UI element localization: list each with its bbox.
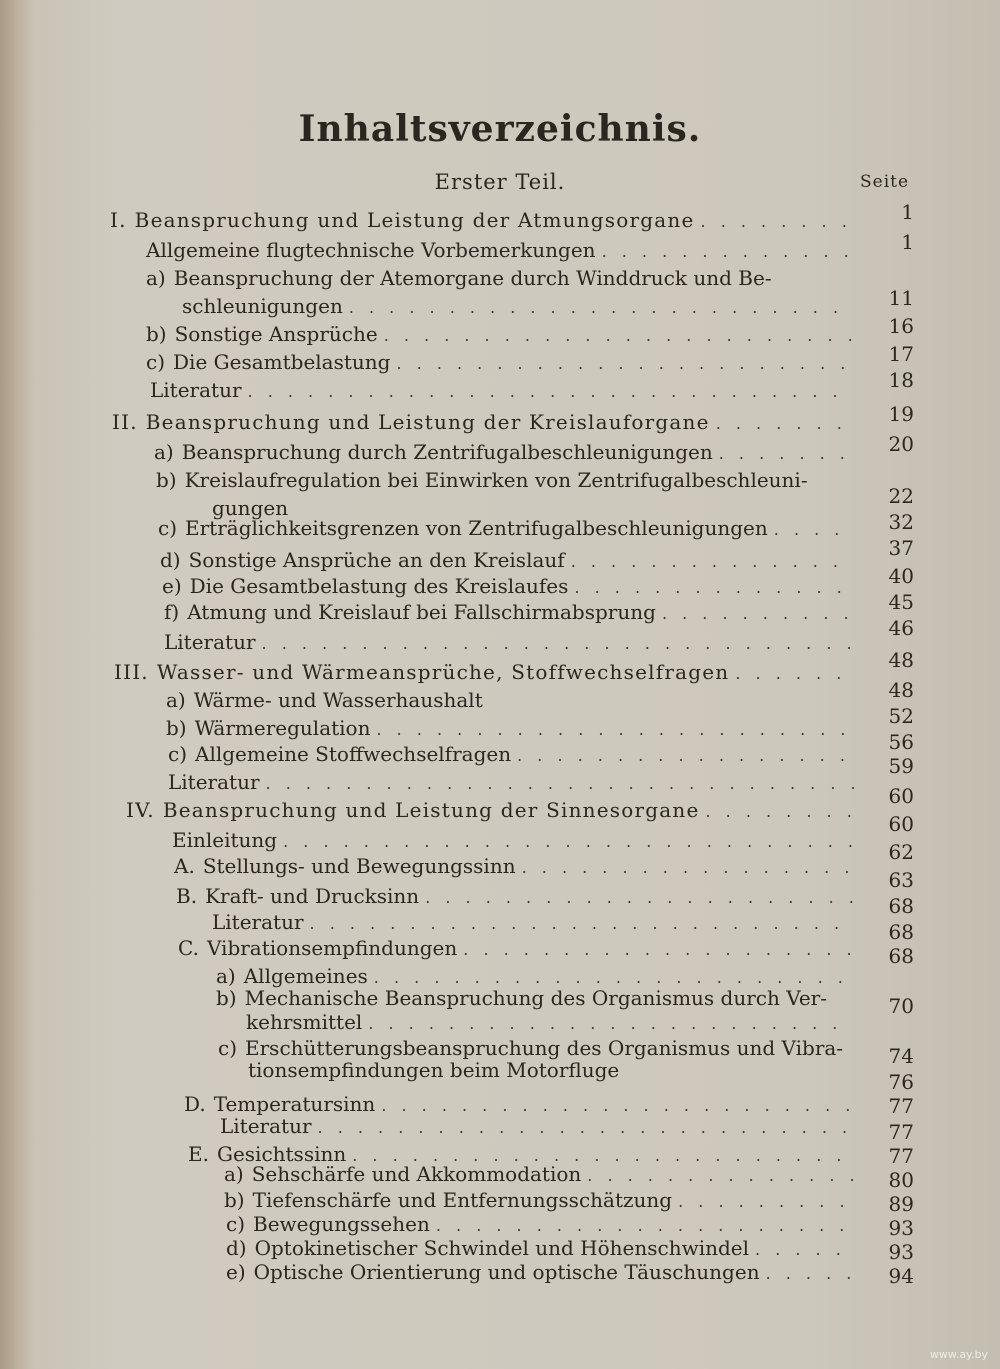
entry-title: Kreislaufregulation bei Einwirken von Zentrifugalbeschleuni- [184,468,808,492]
toc-entry [164,598,858,626]
entry-title: Sonstige Ansprüche [174,322,378,346]
entry-page: 37 [888,536,914,560]
toc-entry [150,376,858,404]
part-heading: Erster Teil. [434,170,566,194]
entry-title: Literatur [150,378,242,402]
entry-number: d) [226,1236,247,1260]
entry-number: IV. [126,798,155,822]
entry-page: 56 [888,730,914,754]
entry-title: Beanspruchung und Leistung der Sinnesorgane [162,798,700,822]
entry-title: Mechanische Beanspruchung des Organismus durch Ver- [244,986,827,1010]
entry-title-continuation: schleunigungen [182,294,343,318]
entry-page: 60 [888,812,914,836]
entry-title: Literatur [220,1114,312,1138]
leader-dots [266,770,854,798]
entry-number: D. [184,1092,206,1116]
toc-entry [212,908,858,936]
toc-entry [160,546,858,574]
toc-entry [114,658,858,686]
leader-dots [602,238,854,266]
entry-title: Sehschärfe und Akkommodation [251,1162,582,1186]
entry-page: 63 [888,868,914,892]
entry-number: c) [146,350,166,374]
page-column-header: Seite [860,172,910,192]
entry-page: 74 [888,1044,914,1068]
entry-page: 93 [888,1216,914,1240]
entry-number: A. [174,854,195,878]
entry-page: 93 [888,1240,914,1264]
entry-page: 1 [901,200,914,224]
entry-page: 77 [888,1120,914,1144]
entry-number: b) [224,1188,245,1212]
entry-number: a) [166,688,186,712]
entry-page: 48 [888,678,914,702]
toc-entry [146,320,858,348]
leader-dots [349,294,854,322]
toc-entry [168,740,858,768]
toc-entry [164,628,858,656]
entry-title: Optokinetischer Schwindel und Höhenschwindel [254,1236,750,1260]
entry-title: Literatur [164,630,256,654]
entry-page: 22 [888,484,914,508]
leader-dots [463,936,854,964]
toc-entry [126,796,858,824]
entry-page: 45 [888,590,914,614]
page-title: Inhaltsverzeichnis. [298,108,702,150]
entry-page: 20 [888,432,914,456]
entry-page: 52 [888,704,914,728]
toc-entry [112,408,858,436]
entry-page: 68 [888,944,914,968]
entry-number: a) [224,1162,244,1186]
entry-title: Kraft- und Drucksinn [205,884,420,908]
leader-dots [735,660,854,688]
entry-number: a) [154,440,174,464]
entry-number: c) [168,742,188,766]
entry-page: 70 [888,994,914,1018]
toc-entry [220,1112,858,1140]
toc-entry [158,514,858,542]
entry-title: Allgemeine Stoffwechselfragen [195,742,512,766]
entry-page: 46 [888,616,914,640]
toc-entry-continuation [248,1056,858,1084]
toc-entry [224,1160,858,1188]
book-spine-shadow [0,0,34,1369]
toc-entry [166,686,858,714]
leader-dots [522,854,854,882]
entry-number: e) [162,574,182,598]
entry-title: Bewegungssehen [253,1212,430,1236]
toc-entry [146,236,858,264]
entry-title: Beanspruchung der Atemorgane durch Winddruck und Be- [173,266,772,290]
leader-dots [262,630,854,658]
entry-title: Stellungs- und Bewegungssinn [202,854,516,878]
entry-number: a) [146,266,166,290]
entry-number: C. [178,936,199,960]
entry-number: a) [216,964,236,988]
leader-dots [384,322,854,350]
leader-dots [248,378,854,406]
toc-entry [176,882,858,910]
entry-number: b) [166,716,187,740]
leader-dots [662,600,854,628]
entry-number: B. [176,884,198,908]
entry-page: 11 [888,286,914,310]
entry-page: 60 [888,784,914,808]
entry-page: 62 [888,840,914,864]
entry-title: Wärmeregulation [194,716,371,740]
entry-number: b) [156,468,177,492]
leader-dots [318,1114,854,1142]
entry-title: Sonstige Ansprüche an den Kreislauf [188,548,565,572]
watermark: www.ay.by [929,1348,988,1361]
entry-page: 77 [888,1094,914,1118]
entry-title: Atmung und Kreislauf bei Fallschirmabsprung [187,600,656,624]
toc-entry [146,264,858,292]
entry-page: 40 [888,564,914,588]
toc-entry [168,768,858,796]
entry-title: Erschütterungsbeanspruchung des Organismus und Vibra- [245,1036,844,1060]
toc-entry [110,206,858,234]
entry-title: Optische Orientierung und optische Täuschungen [253,1260,760,1284]
entry-number: I. [110,208,127,232]
entry-page: 59 [888,754,914,778]
toc-entry [226,1258,858,1286]
toc-entry [178,934,858,962]
entry-page: 48 [888,648,914,672]
leader-dots [719,440,854,468]
entry-page: 18 [888,368,914,392]
entry-title-continuation: gungen [212,496,289,520]
entry-title: Allgemeines [243,964,368,988]
toc-entry [156,466,858,494]
toc-entry-continuation [182,292,858,320]
leader-dots [766,1260,854,1288]
entry-number: c) [218,1036,238,1060]
entry-number: e) [226,1260,246,1284]
entry-title: Allgemeine flugtechnische Vorbemerkungen [146,238,596,262]
entry-page: 76 [888,1070,914,1094]
toc-entry [174,852,858,880]
toc-entry [146,348,858,376]
entry-title-continuation: tionsempfindungen beim Motorfluge [248,1058,620,1082]
entry-number: II. [112,410,138,434]
leader-dots [517,742,854,770]
toc-entry [166,714,858,742]
entry-number: c) [158,516,178,540]
entry-page: 77 [888,1144,914,1168]
leader-dots [705,798,854,826]
entry-title: Wasser- und Wärmeansprüche, Stoffwechselfragen [156,660,730,684]
entry-title: Beanspruchung und Leistung der Kreislauforgane [145,410,710,434]
entry-title: Die Gesamtbelastung [173,350,391,374]
entry-page: 68 [888,894,914,918]
entry-title: Literatur [168,770,260,794]
entry-title: Temperatursinn [213,1092,376,1116]
entry-page: 68 [888,920,914,944]
entry-page: 94 [888,1264,914,1288]
entry-number: b) [146,322,167,346]
entry-page: 17 [888,342,914,366]
entry-page: 32 [888,510,914,534]
entry-page: 80 [888,1168,914,1192]
entry-title: Vibrationsempfindungen [206,936,458,960]
entry-title: Erträglichkeitsgrenzen von Zentrifugalbeschleunigungen [185,516,768,540]
entry-title: Literatur [212,910,304,934]
toc-entry-continuation [246,1008,858,1036]
leader-dots [716,410,854,438]
leader-dots [701,208,854,236]
entry-title: Wärme- und Wasserhaushalt [193,688,483,712]
entry-number: E. [188,1142,209,1166]
entry-title: Die Gesamtbelastung des Kreislaufes [189,574,569,598]
leader-dots [396,350,854,378]
leader-dots [774,516,854,544]
entry-page: 16 [888,314,914,338]
toc-entry [172,826,858,854]
entry-number: d) [160,548,181,572]
entry-title: Beanspruchung und Leistung der Atmungsorgane [134,208,695,232]
toc-entry [162,572,858,600]
entry-page: 1 [901,230,914,254]
entry-number: f) [164,600,180,624]
entry-number: c) [226,1212,246,1236]
entry-number: III. [114,660,149,684]
entry-title: Gesichtssinn [216,1142,347,1166]
entry-title: Einleitung [172,828,278,852]
entry-page: 19 [888,402,914,426]
entry-title-continuation: kehrsmittel [246,1010,363,1034]
toc-entry [154,438,858,466]
entry-page: 89 [888,1192,914,1216]
entry-title: Beanspruchung durch Zentrifugalbeschleunigungen [181,440,713,464]
entry-number: b) [216,986,237,1010]
entry-title: Tiefenschärfe und Entfernungsschätzung [252,1188,673,1212]
